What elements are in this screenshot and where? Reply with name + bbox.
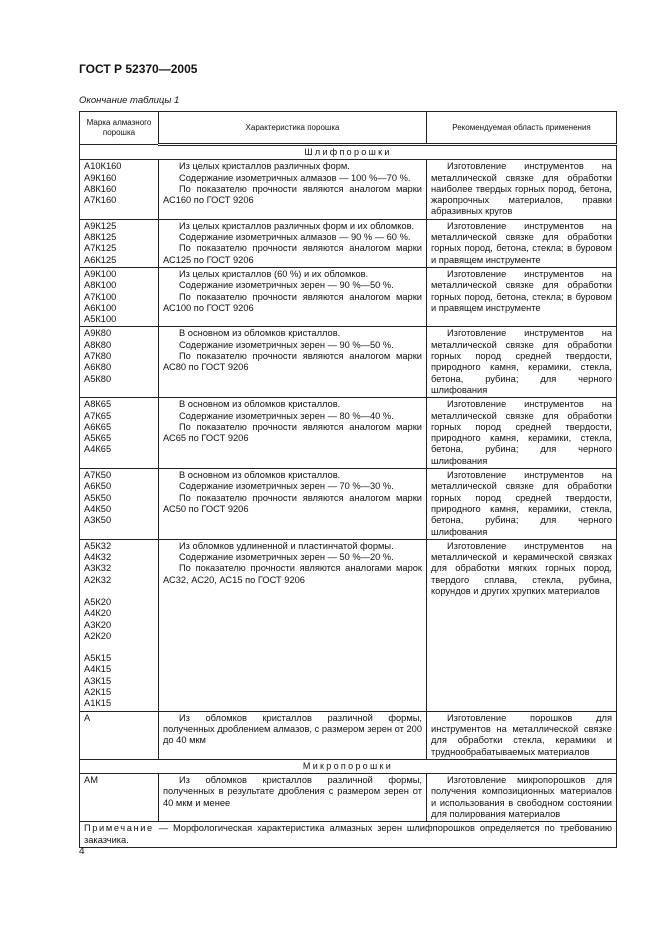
application-cell <box>427 160 617 219</box>
grade-mark: А2К20 <box>84 630 112 641</box>
grade-mark: АМ <box>84 775 98 786</box>
grade-mark: А3К32 <box>84 563 112 574</box>
characteristic-cell <box>159 711 427 759</box>
characteristic-cell <box>159 774 427 822</box>
grade-mark: А3К20 <box>84 619 112 630</box>
grade-mark: А8К160 <box>84 183 117 194</box>
grade-mark: А8К65 <box>84 399 112 410</box>
characteristic-cell <box>159 469 427 540</box>
characteristic-paragraph: Содержание изометричных зерен — 50 %—20 %. <box>179 552 394 563</box>
grade-mark: А9К125 <box>84 220 117 231</box>
grade-mark: А6К100 <box>84 302 117 313</box>
grade-mark: А5К20 <box>84 596 112 607</box>
table-row <box>80 219 617 267</box>
page-number: 4 <box>79 846 85 857</box>
application-text: Изготовление инструментов на металлической связке для обработки горных пород, бетона, стекла; в буровом и правящем инструменте <box>431 268 612 313</box>
characteristic-paragraph: По показателю прочности являются аналогом марки АС65 по ГОСТ 9206 <box>163 421 422 444</box>
grade-mark: А4К15 <box>84 664 112 675</box>
application-text: Изготовление порошков для инструментов на металлической связке для обработки стекла, керамики и труднообрабатываемых материалов <box>431 712 612 757</box>
characteristic-paragraph: В основном из обломков кристаллов. <box>179 470 341 481</box>
application-cell <box>427 711 617 759</box>
grade-mark: А7К100 <box>84 291 117 302</box>
characteristic-paragraph: Содержание изометричных зерен — 80 %—40 %. <box>179 410 394 421</box>
grade-mark: А4К50 <box>84 503 112 514</box>
characteristic-paragraph: По показателю прочности являются аналогом марки АС80 по ГОСТ 9206 <box>163 351 422 373</box>
grade-cell <box>80 160 159 219</box>
application-cell <box>427 398 617 469</box>
characteristic-cell <box>159 327 427 398</box>
note-row <box>80 822 617 848</box>
application-text: Изготовление инструментов на металлической связке для обработки горных пород средней твердости, природного камня, керамики, стекла, бетона, рубина; для черного шлифования <box>431 470 612 537</box>
table-row <box>80 327 617 398</box>
grade-mark: А6К65 <box>84 421 112 432</box>
grade-cell <box>80 267 159 326</box>
grade-mark: А5К80 <box>84 373 112 384</box>
grade-cell <box>80 219 159 267</box>
grade-mark: А4К32 <box>84 552 112 563</box>
table-body <box>80 145 617 822</box>
table-row <box>80 160 617 219</box>
characteristic-paragraph: Из обломков кристаллов различной формы, полученных в результате дробления с размером зерен от 40 мкм и менее <box>163 775 422 808</box>
column-header-mark: Марка алмазного порошка <box>80 112 159 145</box>
application-text: Изготовление инструментов на металлической связке для обработки наиболее твердых горных пород, бетона, жаропрочных материалов, правки абразивных кругов <box>431 161 612 217</box>
characteristic-cell <box>159 267 427 326</box>
grade-mark: А3К50 <box>84 515 112 526</box>
application-text: Изготовление инструментов на металлической связке для обработки горных пород, бетона, стекла; в буровом и правящем инструменте <box>431 220 612 265</box>
grade-cell <box>80 774 159 822</box>
grade-mark: А5К65 <box>84 433 112 444</box>
characteristic-paragraph: Содержание изометричных зерен — 90 %—50 %. <box>179 339 394 350</box>
grade-mark: А8К125 <box>84 232 117 243</box>
grade-cell <box>80 539 159 711</box>
application-text: Изготовление микропорошков для получения композиционных материалов и использования в свободном состоянии для полирования материалов <box>431 775 612 820</box>
table-row <box>80 711 617 759</box>
characteristic-paragraph: Из обломков удлиненной и пластинчатой формы. <box>179 540 394 551</box>
grade-cell <box>80 469 159 540</box>
grade-mark: А8К80 <box>84 339 112 350</box>
grade-mark: А1К15 <box>84 698 112 709</box>
grade-mark: А6К125 <box>84 254 117 265</box>
grade-mark: А2К15 <box>84 687 112 698</box>
grade-cell <box>80 398 159 469</box>
characteristic-paragraph: Содержание изометричных зерен — 90 %—50 %. <box>179 280 394 291</box>
grade-mark: А9К160 <box>84 172 117 183</box>
grade-group-gap <box>84 642 154 653</box>
characteristic-paragraph: Из целых кристаллов (60 %) и их обломков. <box>179 268 369 279</box>
grade-mark: А7К50 <box>84 470 112 481</box>
grade-mark: А3К15 <box>84 675 112 686</box>
table-row <box>80 267 617 326</box>
characteristic-paragraph: По показателю прочности являются аналогом марки АС50 по ГОСТ 9206 <box>163 492 422 514</box>
grade-mark: А6К80 <box>84 362 112 373</box>
characteristic-paragraph: Из целых кристаллов различных форм. <box>179 161 350 172</box>
table-header-row <box>80 112 617 145</box>
characteristic-paragraph: Содержание изометричных алмазов — 90 % — 60 %. <box>179 232 411 243</box>
application-cell <box>427 469 617 540</box>
grade-mark: А7К65 <box>84 410 112 421</box>
grade-mark: А9К100 <box>84 268 117 279</box>
grade-mark: А7К160 <box>84 195 117 206</box>
application-cell <box>427 327 617 398</box>
grade-mark: А4К65 <box>84 444 112 455</box>
table-row <box>80 398 617 469</box>
note-label: Примечание <box>84 823 154 834</box>
application-text: Изготовление инструментов на металлической и керамической связках для обработки мягких горных пород, твердого сплава, стекла, рубина, корундов и других хрупких материалов <box>431 540 612 596</box>
characteristic-cell <box>159 398 427 469</box>
application-cell <box>427 219 617 267</box>
grade-mark: А5К100 <box>84 314 117 325</box>
column-header-application: Рекомендуемая область применения <box>427 112 617 145</box>
grade-cell <box>80 711 159 759</box>
column-header-characteristic: Характеристика порошка <box>159 112 427 145</box>
characteristic-cell <box>159 219 427 267</box>
section-heading: Шлифпорошки <box>80 145 617 160</box>
grade-mark: А2К32 <box>84 574 112 585</box>
section-heading-row <box>80 759 617 773</box>
grade-mark: А <box>84 712 91 723</box>
grade-mark: А7К125 <box>84 243 117 254</box>
characteristic-paragraph: По показателю прочности являются аналогом марки АС100 по ГОСТ 9206 <box>163 291 422 313</box>
characteristic-paragraph: Содержание изометричных зерен — 70 %—30 %. <box>179 481 394 492</box>
application-text: Изготовление инструментов на металлической связке для обработки горных пород средней твердости, природного камня, керамики, стекла, бетона, рубина; для черного шлифования <box>431 399 612 466</box>
grade-mark: А5К32 <box>84 540 112 551</box>
note-text: — Морфологическая характеристика алмазных зерен шлифпорошков определяется по требованию заказчика. <box>84 823 612 845</box>
characteristic-paragraph: В основном из обломков кристаллов. <box>179 328 341 339</box>
table-row <box>80 469 617 540</box>
grade-mark: А5К15 <box>84 653 112 664</box>
characteristic-paragraph: Содержание изометричных алмазов — 100 %—70 %. <box>179 172 411 183</box>
grade-mark: А10К160 <box>84 161 122 172</box>
grade-cell <box>80 327 159 398</box>
grade-mark: А5К50 <box>84 492 112 503</box>
characteristic-paragraph: По показателю прочности являются аналогами марок АС32, АС20, АС15 по ГОСТ 9206 <box>163 563 422 585</box>
table-row <box>80 774 617 822</box>
application-cell <box>427 774 617 822</box>
characteristic-paragraph: По показателю прочности являются аналогом марки АС125 по ГОСТ 9206 <box>163 243 422 265</box>
section-heading: Микропорошки <box>80 759 617 773</box>
table-row <box>80 539 617 711</box>
section-heading-row <box>80 145 617 160</box>
grade-mark: А7К80 <box>84 351 112 362</box>
characteristic-paragraph: Из обломков кристаллов различной формы, полученных дроблением алмазов, с размером зерен от 200 до 40 мкм <box>163 712 422 746</box>
characteristic-paragraph: Из целых кристаллов различных форм и их обломков. <box>179 220 415 231</box>
characteristic-paragraph: По показателю прочности являются аналогом марки АС160 по ГОСТ 9206 <box>163 183 422 206</box>
characteristic-cell <box>159 160 427 219</box>
application-cell <box>427 539 617 711</box>
table-note <box>80 822 617 848</box>
powders-table <box>79 111 617 848</box>
grade-mark: А4К20 <box>84 608 112 619</box>
grade-mark: А6К50 <box>84 481 112 492</box>
characteristic-cell <box>159 539 427 711</box>
characteristic-paragraph: В основном из обломков кристаллов. <box>179 399 341 410</box>
grade-group-gap <box>84 586 154 597</box>
grade-mark: А8К100 <box>84 280 117 291</box>
application-text: Изготовление инструментов на металлической связке для обработки горных пород средней твердости, природного камня, керамики, стекла, бетона, рубина; для черного шлифования <box>431 328 612 395</box>
document-header: ГОСТ Р 52370—2005 <box>79 62 198 76</box>
table-caption: Окончание таблицы 1 <box>79 95 180 106</box>
grade-mark: А9К80 <box>84 328 112 339</box>
application-cell <box>427 267 617 326</box>
